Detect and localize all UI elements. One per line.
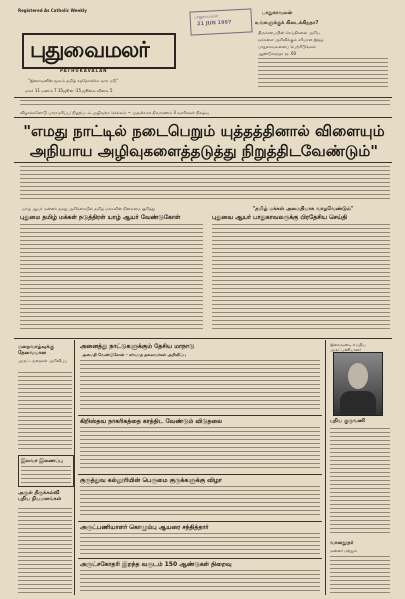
divider	[14, 97, 392, 98]
right-box-line-3: மக்களை அறிவிக்கும் சரியான இதழ்	[258, 37, 324, 42]
left-column-heading: மறைவாழ்வுக்கு தேவையான	[18, 344, 54, 356]
main-headline-line1: "எமது நாட்டில் நடைபெறும் யுத்தத்தினால் விளையும்	[23, 122, 385, 140]
center-article-body	[212, 224, 390, 332]
middle-article-3-body	[80, 486, 320, 518]
divider	[14, 117, 392, 118]
masthead	[22, 33, 176, 69]
portrait-photo-icon	[333, 352, 383, 416]
middle-article-1-body	[80, 360, 320, 412]
appointments-body	[18, 508, 72, 593]
center-article-heading: புதுவை ஆயர் பாதுகாவலருக்கு பிரதேசிய செய்தி	[212, 214, 348, 221]
middle-article-3-heading: குருத்துவ கல்லூரியின் பெருமை குருக்களுக்கு விழா	[80, 477, 222, 484]
free-supplement-text	[21, 466, 71, 484]
middle-article-5-body	[80, 570, 320, 594]
intro-text	[20, 100, 390, 108]
middle-article-2-heading: கிறிஸ்தவ நாகரிகத்தை காத்திட வேண்டும் விடுதலை	[80, 418, 223, 425]
right-footer-heading: வானதூதர்	[330, 540, 354, 546]
stamp-label: பாதுகாவலன்	[193, 13, 219, 20]
middle-article-4-body	[80, 533, 320, 555]
middle-article-2-body	[80, 427, 320, 471]
column-divider	[74, 340, 75, 595]
free-supplement-heading: இலவச இணைப்பு	[21, 458, 63, 464]
center-article-quote: "தமிழ் மக்கள் அமைதியாக வாழவேண்டும்"	[252, 206, 354, 212]
right-column-body	[330, 428, 390, 536]
stamp-date: 21 JUN 1997	[196, 19, 232, 28]
right-box-line-4: பாதுகாவலனைப் பெற்றிடுங்கள்	[258, 44, 316, 49]
appointments-heading: அருள் திருக்கல்வி புதிய நியமனங்கள்	[18, 490, 62, 502]
middle-article-1-sub: அமைதி வேண்டுகோள் - சர்வமத தலைவர்கள் அறிவிப்பு	[82, 352, 186, 357]
article-preface: யாழ் ஆயர் மன்னர் தமது அறிக்கையில் தமிழ் மக்களின் நிலைமை குறித்து	[22, 206, 155, 211]
divider	[78, 474, 322, 475]
portrait-body	[340, 391, 376, 415]
left-article-body	[20, 224, 203, 332]
right-box-line-2: திருச்சபையின் செய்திகளை அறிய	[258, 30, 321, 35]
left-column-sub: அருட்டந்தைகள் அறிவிப்பு	[18, 358, 68, 363]
right-footer-body	[330, 556, 390, 594]
divider	[78, 415, 322, 416]
registration-note: Registered As Catholic Weekly	[18, 8, 87, 13]
middle-article-1-heading: அனைத்து நாட்டுகளுக்கும் தேசிய மாநாடு	[80, 343, 195, 350]
left-article-heading: புதுமை தமிழ் மக்கள் நடுத்திரள் யாழ் ஆயர் வேண்டுகோள்	[20, 214, 181, 221]
right-column-name: புதிய குருவணி	[330, 418, 366, 424]
divider	[14, 338, 392, 339]
postal-stamp-icon	[189, 8, 252, 35]
masthead-latin: PATHUKAVALAN	[60, 68, 108, 73]
issue-line: மலர் 11 மணம் 7 15ஜூன் -15 ஜூலை விலை 5	[25, 88, 113, 93]
portrait-face	[348, 363, 368, 389]
column-divider	[325, 340, 326, 595]
right-box-line-5: ஆண்டுச்சந்தா ரூ. 60	[258, 51, 297, 56]
tagline: "இறைவனின் மூலம் தமிழ் கத்தோலிக்க வார ஏடு"	[28, 78, 119, 83]
right-box-title: பாதுகாவலன்	[262, 10, 293, 16]
right-column-heading: இறைவனடி எய்திய அருட்பணியாளர்	[330, 342, 366, 352]
right-box-text	[258, 58, 388, 88]
divider	[78, 558, 322, 559]
main-headline-line2: அநியாய அழிவுகளைத்தடுத்து நிறுத்திடவேண்டும்"	[29, 142, 379, 160]
free-supplement-box	[18, 455, 74, 487]
right-box-line-1: உங்களுக்குக் கிடைக்கிறதா?	[255, 20, 319, 26]
banner-strip: விழாக்களோடு பாராமரிப்பு: நிழற்படம் அழிவுற்ற செல்லம் ~ முதலிலாக நிவாரணம் 3 வாரிசுகள் நிகழ்வு	[20, 110, 209, 115]
middle-article-4-heading: அருட்பணியாளர் கொழும்பு ஆயரை சந்தித்தார்	[80, 524, 209, 531]
left-column-body	[18, 372, 72, 452]
masthead-title: புதுவைமலர்	[30, 37, 149, 63]
divider	[78, 521, 322, 522]
divider	[14, 162, 392, 163]
right-footer-name: மன்னர் மற்றும்	[330, 548, 357, 553]
middle-article-5-heading: அருட்சகோதரி இறந்த வருடம் 150 ஆண்டுகள் நிறைவு	[80, 561, 232, 568]
lead-paragraph	[20, 166, 390, 202]
